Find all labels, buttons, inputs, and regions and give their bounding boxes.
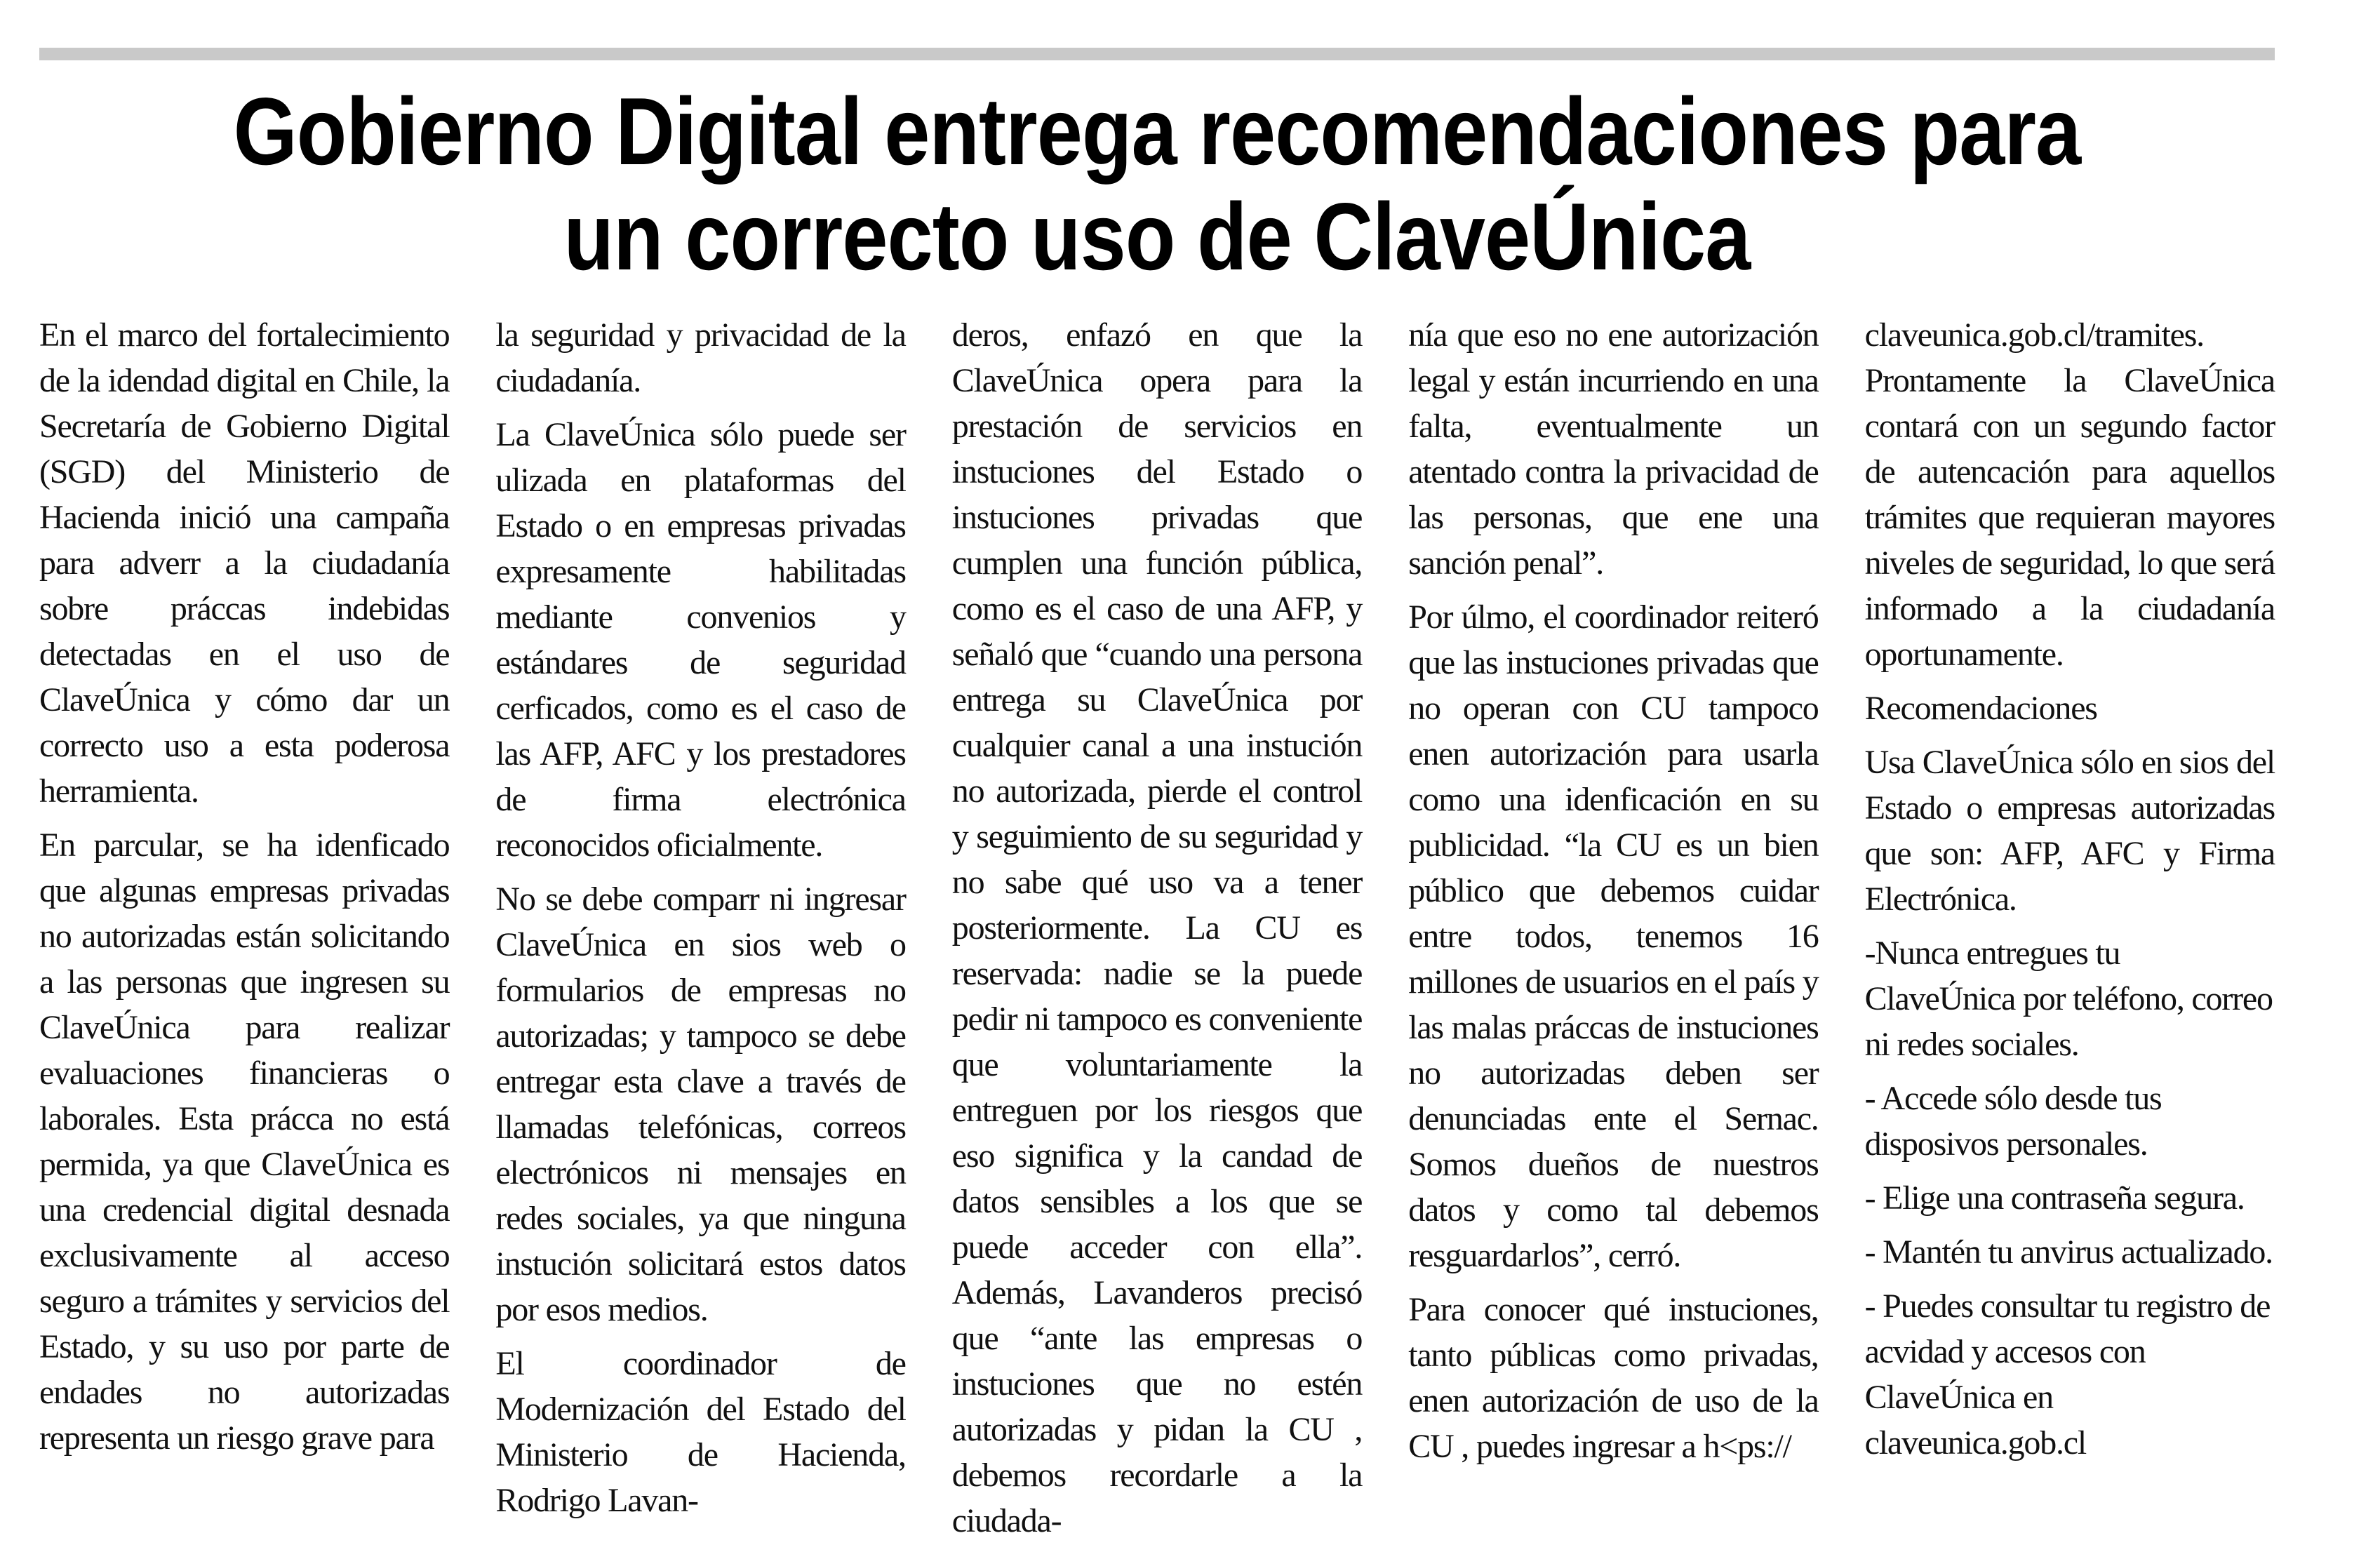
recommendation-item: -Nunca entregues tu ClaveÚnica por teléfono, correo ni redes sociales.: [1864, 935, 2273, 1063]
article-headline: Gobierno Digital entrega recomendaciones para un correcto uso de ClaveÚnica: [233, 78, 2081, 290]
paragraph: deros, enfazó en que la ClaveÚnica opera para la prestación de servicios en instuciones del Estado o instuciones privadas que cumplen una función pública, como es el caso de una AFP, y señaló que “cuando una persona entrega su ClaveÚnica por cualquier canal a una instución no autorizada, pierde el control y seguimiento de su seguridad y no sabe qué uso va a tener posteriormente. La CU es reservada: nadie se la puede pedir ni tampoco es conveniente que voluntariamente la entreguen por los riesgos que eso significa y la candad de datos sensibles a los que se puede acceder con ella”. Además, Lavanderos precisó que “ante las empresas o instuciones que no estén autorizadas y pidan la CU , debemos recordarle a la ciudada-: [951, 316, 1363, 1539]
column-4: [1408, 312, 1818, 1552]
recommendation-item: Usa ClaveÚnica sólo en sios del Estado o empresas autorizadas que son: AFP, AFC y Firma Electrónica.: [1864, 744, 2275, 918]
paragraph: Por úlmo, el coordinador reiteró que las instuciones privadas que no operan con CU tampoco enen autorización para usarla como una idenficación en su publicidad. “la CU es un bien público que debemos cuidar entre todos, tenemos 16 millones de usuarios en el país y las malas práccas de instuciones no autorizadas deben ser denunciadas ente el Sernac. Somos dueños de nuestros datos y como tal debemos resguardarlos”, cerró.: [1408, 598, 1819, 1274]
paragraph: nía que eso no ene autorización legal y están incurriendo en una falta, eventualmente un atentado contra la privacidad de las personas, que ene una sanción penal”.: [1408, 316, 1819, 582]
column-3: [952, 312, 1362, 1552]
paragraph: No se debe comparr ni ingresar ClaveÚnica en sios web o formularios de empresas no autorizadas; y tampoco se debe entregar esta clave a través de llamadas telefónicas, correos electrónicos ni mensajes en redes sociales, ya que ninguna instución solicitará estos datos por esos medios.: [495, 881, 906, 1328]
paragraph: la seguridad y privacidad de la ciudadanía.: [495, 316, 906, 399]
paragraph: Para conocer qué instuciones, tanto públicas como privadas, enen autorización de uso de la CU , puedes ingresar a h<ps://: [1408, 1291, 1819, 1465]
article-body: [39, 312, 2275, 1539]
recommendation-item: - Puedes consultar tu registro de acvidad y accesos con ClaveÚnica en claveunica.gob.cl: [1864, 1287, 2271, 1461]
top-rule: [39, 48, 2275, 60]
column-2: [495, 312, 905, 1552]
paragraph: claveunica.gob.cl/tramites. Prontamente la ClaveÚnica contará con un segundo factor de autencación para aquellos trámites que requieran mayores niveles de seguridad, lo que será informado a la ciudadanía oportunamente.: [1864, 316, 2275, 673]
recommendation-item: - Accede sólo desde tus disposivos personales.: [1864, 1080, 2162, 1163]
paragraph: En el marco del fortalecimiento de la idendad digital en Chile, la Secretaría de Gobierno Digital (SGD) del Ministerio de Hacienda inició una campaña para adverr a la ciudadanía sobre práccas indebidas detectadas en el uso de ClaveÚnica y cómo dar un correcto uso a esta poderosa herramienta.: [39, 316, 450, 810]
recommendation-item: - Elige una contraseña segura.: [1864, 1179, 2245, 1217]
paragraph: En parcular, se ha idenficado que algunas empresas privadas no autorizadas están solicitando a las personas que ingresen su ClaveÚnica para realizar evaluaciones financieras o laborales. Esta prácca no está permida, ya que ClaveÚnica es una credencial digital desnada exclusivamente al acceso seguro a trámites y servicios del Estado, y su uso por parte de endades no autorizadas representa un riesgo grave para: [39, 827, 450, 1457]
column-1: [39, 312, 449, 1552]
paragraph: El coordinador de Modernización del Estado del Ministerio de Hacienda, Rodrigo Lavan-: [495, 1345, 906, 1519]
paragraph: La ClaveÚnica sólo puede ser ulizada en plataformas del Estado o en empresas privadas expresamente habilitadas mediante convenios y estándares de seguridad cerficados, como es el caso de las AFP, AFC y los prestadores de firma electrónica reconocidos oficialmente.: [495, 416, 906, 864]
recommendation-item: - Mantén tu anvirus actualizado.: [1864, 1233, 2273, 1271]
recommendations-subhead: Recomendaciones: [1864, 690, 2097, 727]
column-5: [1865, 312, 2275, 1552]
